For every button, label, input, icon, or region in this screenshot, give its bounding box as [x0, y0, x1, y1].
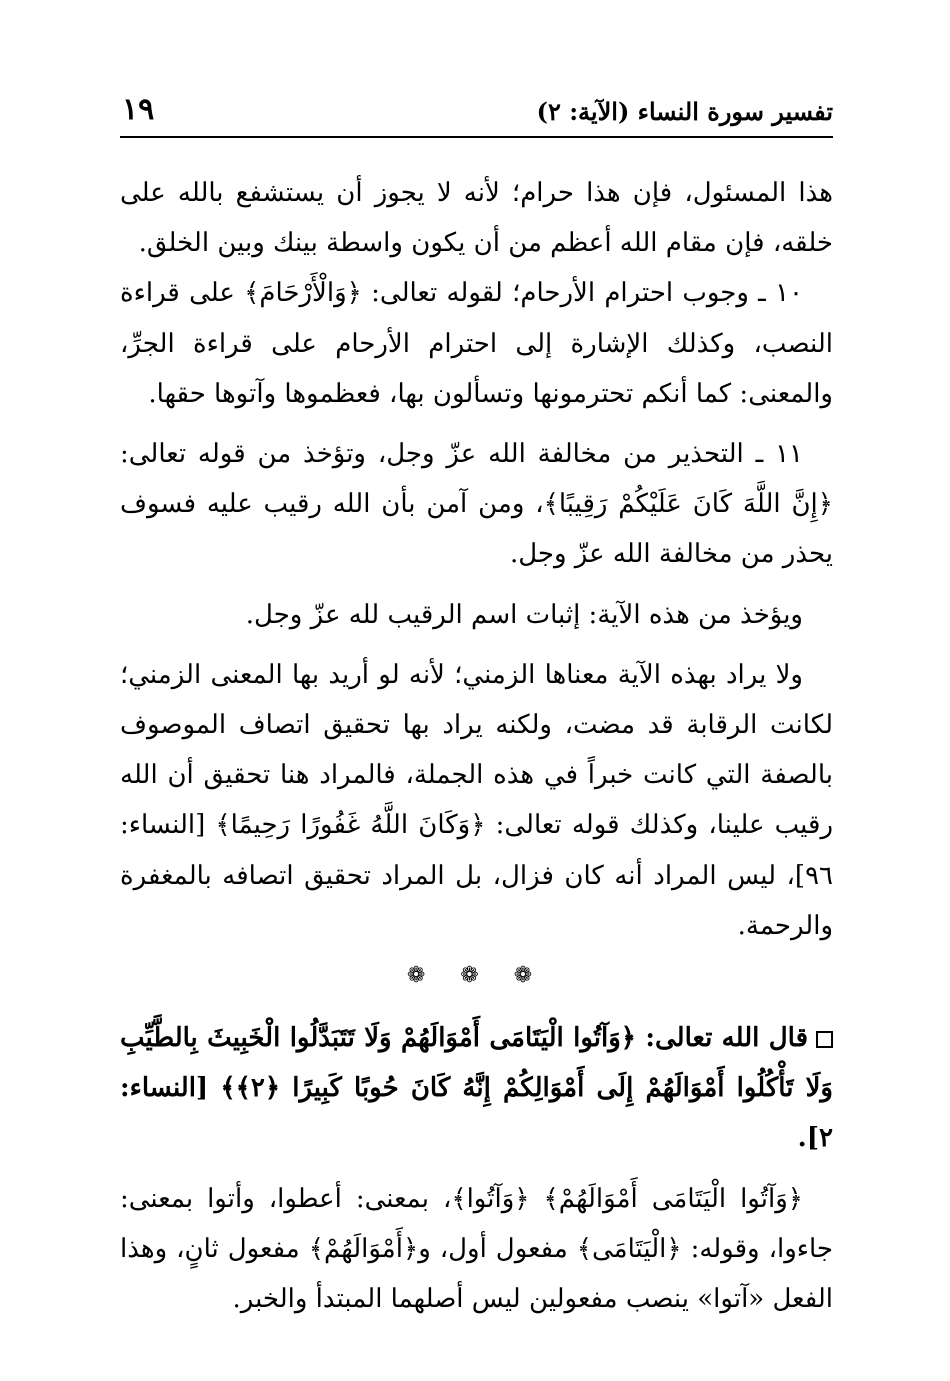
paragraph: ولا يراد بهذه الآية معناها الزمني؛ لأنه لو أريد بها المعنى الزمني؛ لكانت الرقابة قد مضت، ولكنه يراد بها تحقيق اتصاف الموصوف بالصفة التي كانت خبراً في هذه الجملة، فالمراد هنا تحقيق أن الله رقيب علينا، وكذلك قوله تعالى: ﴿وَكَانَ اللَّهُ غَفُورًا رَحِيمًا﴾ [النساء: ٩٦]، ليس المراد أنه كان فزال، بل المراد تحقيق اتصافه بالمغفرة والرحمة.	[120, 659, 833, 941]
paragraph: هذا المسئول، فإن هذا حرام؛ لأنه لا يجوز أن يستشفع بالله على خلقه، فإن مقام الله أعظم من أن يكون واسطة بينك وبين الخلق.	[120, 178, 833, 259]
checkbox-square-icon	[816, 1031, 833, 1048]
paragraph: ويؤخذ من هذه الآية: إثبات اسم الرقيب لله عزّ وجل.	[245, 599, 803, 630]
section-divider: ❁ ❁ ❁	[406, 963, 547, 989]
paragraph: ١٠ ـ وجوب احترام الأرحام؛ لقوله تعالى: ﴿وَالْأَرْحَامَ﴾ على قراءة النصب، وكذلك الإشارة إلى احترام الأرحام على قراءة الجرِّ، والمعنى: كما أنكم تحترمونها وتسألون بها، فعظموها وآتوها حقها.	[120, 278, 833, 409]
page-header	[120, 90, 833, 138]
verse-paragraph	[120, 1013, 833, 1164]
paragraph: ١١ ـ التحذير من مخالفة الله عزّ وجل، وتؤخذ من قوله تعالى: ﴿إِنَّ اللَّهَ كَانَ عَلَيْكُمْ رَقِيبًا﴾، ومن آمن بأن الله رقيب عليه فسوف يحذر من مخالفة الله عزّ وجل.	[120, 439, 833, 570]
verse-text: قال الله تعالى: ﴿وَآتُوا الْيَتَامَى أَمْوَالَهُمْ وَلَا تَتَبَدَّلُوا الْخَبِيثَ بِالطَّيِّبِ وَلَا تَأْكُلُوا أَمْوَالَهُمْ إِلَى أَمْوَالِكُمْ إِنَّهُ كَانَ حُوبًا كَبِيرًا ﴿٢﴾﴾ [النساء: ٢].	[120, 1023, 833, 1154]
page-body	[120, 168, 833, 1324]
page-number: ١٩	[122, 92, 155, 127]
paragraph: ﴿وَآتُوا الْيَتَامَى أَمْوَالَهُمْ﴾ ﴿وَآتُوا﴾، بمعنى: أعطوا، وأتوا بمعنى: جاءوا، وقوله: ﴿الْيَتَامَى﴾ مفعول أول، و﴿أَمْوَالَهُمْ﴾ مفعول ثانٍ، وهذا الفعل «آتوا» ينصب مفعولين ليس أصلهما المبتدأ والخبر.	[120, 1183, 833, 1315]
running-title: تفسير سورة النساء (الآية: ٢)	[536, 97, 833, 126]
